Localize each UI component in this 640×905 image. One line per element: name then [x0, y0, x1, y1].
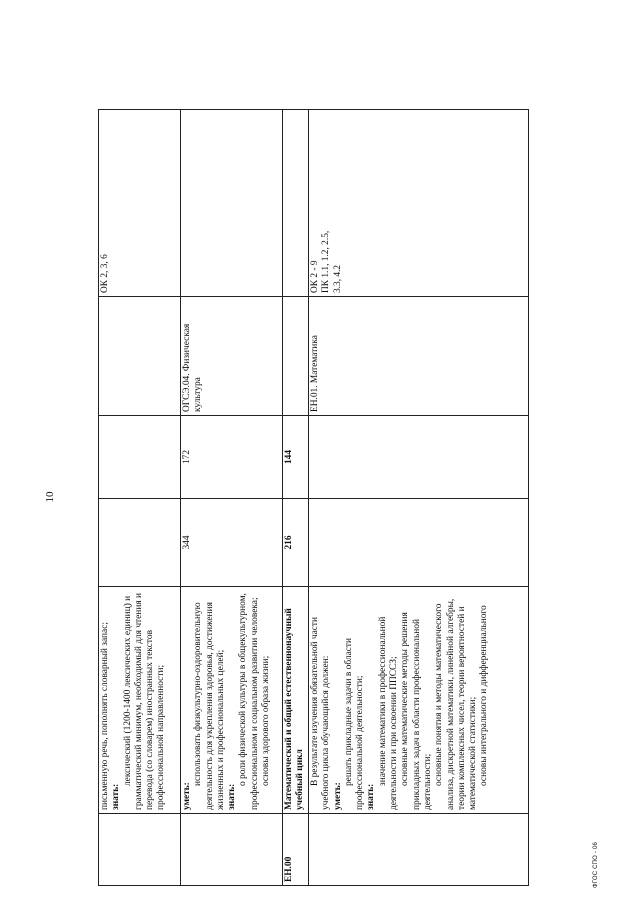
cycle-title: Математический и общий естественнонаучный учебный цикл	[283, 587, 309, 814]
rotated-page	[0, 102, 600, 892]
table-row	[309, 110, 529, 886]
text-line: учебного цикла обучающийся должен:	[321, 655, 332, 810]
page-footer: ФГОС СПО - 06	[593, 841, 599, 888]
content-cell	[309, 587, 529, 814]
text-line: письменную речь, пополнять словарный запас;	[100, 622, 110, 810]
text-line: математической статистики;	[468, 696, 479, 810]
curriculum-table	[98, 109, 529, 886]
text-line: перевода (со словарем) иностранных текстов	[145, 629, 156, 810]
cycle-code: ЕН.00	[283, 814, 309, 886]
text-line: решать прикладные задачи в области	[343, 637, 354, 786]
table-row	[99, 110, 181, 886]
discipline-cell: ЕН.01. Математика	[309, 297, 529, 416]
max-hours-cell	[309, 499, 529, 587]
text-line: деятельность для укрепления здоровья, достижения	[204, 602, 215, 810]
table-row	[283, 110, 309, 886]
code-cell	[181, 814, 283, 886]
text-line: основные математические методы решения	[400, 612, 411, 786]
label-znat: знать:	[366, 783, 377, 810]
competency-line: ПК 1.1, 1.2, 2.5,	[321, 230, 332, 293]
max-hours-cell: 216	[283, 499, 309, 587]
text-line: лексический (1200-1400 лексических единиц) и	[122, 595, 133, 786]
text-line: деятельности;	[422, 753, 433, 810]
code-cell	[99, 814, 181, 886]
text-line: анализа, дискретной математики, линейной алгебры,	[445, 598, 456, 810]
text-line: теории комплексных чисел, теории вероятностей и	[456, 606, 467, 810]
content-cell	[181, 587, 283, 814]
max-hours-cell: 344	[181, 499, 283, 587]
code-cell	[309, 814, 529, 886]
competency-cell	[309, 110, 529, 297]
text-line: деятельности и при освоении ППССЗ;	[389, 656, 400, 810]
text-line: основы интегрального и дифференциального	[479, 605, 490, 786]
hours-cell: 144	[283, 416, 309, 499]
text-line: грамматический минимум, необходимый для чтения и	[133, 592, 144, 810]
table-row	[181, 110, 283, 886]
text-line: основные понятия и методы математического	[434, 603, 445, 786]
label-umet: уметь:	[182, 782, 192, 810]
label-znat: знать:	[227, 783, 238, 810]
text-line: о роли физической культуры в общекультурном,	[238, 593, 249, 786]
hours-cell: 172	[181, 416, 283, 499]
competency-cell: ОК 2, 3, 6	[99, 110, 181, 297]
competency-cell	[283, 110, 309, 297]
label-umet: уметь:	[332, 782, 343, 810]
max-hours-cell	[99, 499, 181, 587]
competency-line: 3.3, 4.2	[332, 264, 343, 293]
hours-cell	[309, 416, 529, 499]
text-line: прикладных задач в области профессиональной	[411, 619, 422, 810]
text-line: использовать физкультурно-оздоровительную	[193, 602, 204, 786]
discipline-cell	[283, 297, 309, 416]
discipline-cell	[99, 297, 181, 416]
text-line: В результате изучения обязательной части	[310, 616, 320, 786]
label-znat: знать:	[111, 783, 122, 810]
competency-cell	[181, 110, 283, 297]
text-line: профессиональном и социальном развитии человека;	[249, 597, 260, 810]
page-number: 10	[44, 491, 56, 503]
discipline-cell: ОГСЭ.04. Физическая культура	[181, 297, 283, 416]
hours-cell	[99, 416, 181, 499]
text-line: профессиональной направленности;	[156, 664, 167, 810]
text-line: значение математики в профессиональной	[377, 616, 388, 786]
text-line: профессиональной деятельности;	[355, 675, 366, 810]
text-line: основы здорового образа жизни;	[261, 655, 272, 786]
content-cell	[99, 587, 181, 814]
competency-line: ОК 2 - 9	[310, 260, 320, 293]
text-line: жизненных и профессиональных целей;	[215, 649, 226, 810]
